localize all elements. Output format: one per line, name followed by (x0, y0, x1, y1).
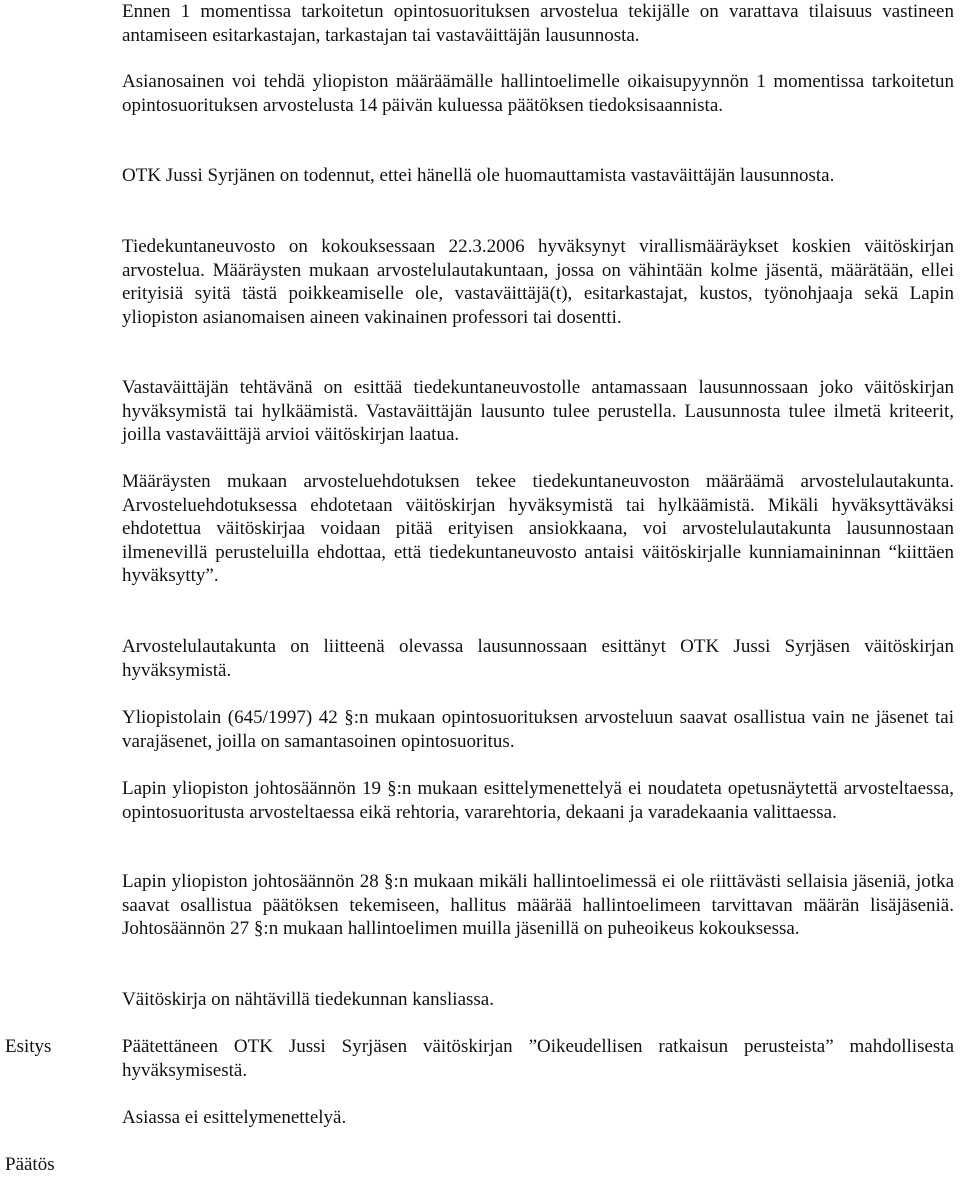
paragraph-opponent-duty: Vastaväittäjän tehtävänä on esittää tiedekuntaneuvostolle antamassaan lausunnossaan joko väitöskirjan hyväksymistä tai hylkäämistä. Vastaväittäjän lausunto tulee perustella. Lausunnosta tulee ilmetä kriteerit, joilla vastaväittäjä arvioi väitöskirjan laatua. (122, 377, 954, 445)
paragraph-committee-statement: Arvostelulautakunta on liitteenä olevassa lausunnossaan esittänyt OTK Jussi Syrjäsen väitöskirjan hyväksymistä. (122, 636, 954, 681)
esitys-note: Asiassa ei esittelymenettelyä. (122, 1107, 347, 1128)
paragraph-availability: Väitöskirja on nähtävillä tiedekunnan kansliassa. (122, 989, 494, 1010)
paragraph-regulation-19: Lapin yliopiston johtosäännön 19 §:n mukaan esittelymenettelyä ei noudateta opetusnäytettä arvosteltaessa, opintosuoritusta arvosteltaessa eikä rehtoria, vararehtoria, dekaani ja varadekaania valittaessa. (122, 778, 954, 823)
esitys-label: Esitys (5, 1036, 52, 1057)
paragraph-faculty-regulations: Tiedekuntaneuvosto on kokouksessaan 22.3.2006 hyväksynyt virallismääräykset koskien väitöskirjan arvostelua. Määräysten mukaan arvostelulautakuntaan, jossa on vähintään kolme jäsentä, määrätään, ellei erityisiä syitä tästä poikkeamiselle ole, vastaväittäjä(t), esitarkastajat, kustos, työnohjaaja sekä Lapin yliopiston asianomaisen aineen vakinainen professori tai dosentti. (122, 236, 954, 328)
paragraph-no-remarks: OTK Jussi Syrjänen on todennut, ettei hänellä ole huomauttamista vastaväittäjän lausunnosta. (122, 165, 835, 186)
paragraph-university-act: Yliopistolain (645/1997) 42 §:n mukaan opintosuorituksen arvosteluun saavat osallistua vain ne jäsenet tai varajäsenet, joilla on samantasoinen opintosuoritus. (122, 707, 954, 752)
esitys-proposal-text: Päätettäneen OTK Jussi Syrjäsen väitöskirjan ”Oikeudellisen ratkaisun perusteista” mahdollisesta hyväksymisestä. (122, 1036, 954, 1081)
paragraph-regulation-28: Lapin yliopiston johtosäännön 28 §:n mukaan mikäli hallintoelimessä ei ole riittävästi sellaisia jäseniä, jotka saavat osallistua päätöksen tekemiseen, hallitus määrää hallintoelimeen tarvittavan määrän lisäjäseniä. Johtosäännön 27 §:n mukaan hallintoelimen muilla jäsenillä on puheoikeus kokouksessa. (122, 871, 954, 939)
paragraph-grading-committee: Määräysten mukaan arvosteluehdotuksen tekee tiedekuntaneuvoston määräämä arvostelulautakunta. Arvosteluehdotuksessa ehdotetaan väitöskirjan hyväksymistä tai hylkäämistä. Mikäli hyväksyttäväksi ehdotettua väitöskirjaa voidaan pitää erityisen ansiokkaana, voi arvostelulautakunta lausunnostaan ilmenevillä perusteluilla ehdottaa, että tiedekuntaneuvosto antaisi väitöskirjalle kunniamaininnan “kiittäen hyväksytty”. (122, 471, 954, 586)
paragraph-appeal-right: Asianosainen voi tehdä yliopiston määräämälle hallintoelimelle oikaisupyynnön 1 momentissa tarkoitetun opintosuorituksen arvostelusta 14 päivän kuluessa päätöksen tiedoksisaannista. (122, 71, 954, 116)
paragraph-response-opportunity: Ennen 1 momentissa tarkoitetun opintosuorituksen arvostelua tekijälle on varattava tilaisuus vastineen antamiseen esitarkastajan, tarkastajan tai vastaväittäjän lausunnosta. (122, 1, 954, 46)
paatos-label: Päätös (5, 1154, 55, 1175)
